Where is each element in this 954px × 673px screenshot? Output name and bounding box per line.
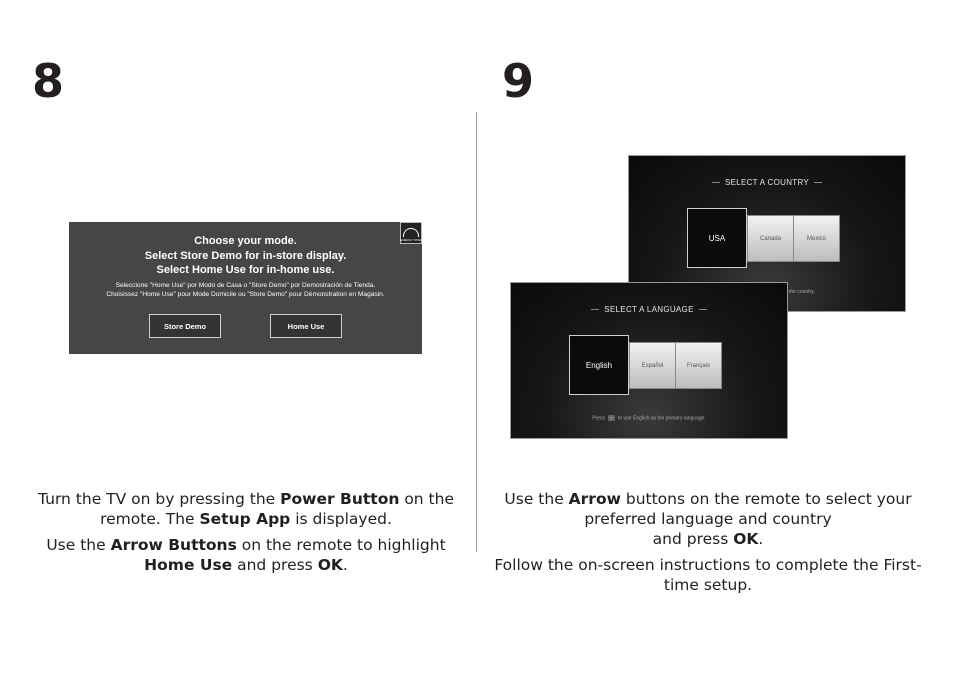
- language-screen-footer: [511, 415, 787, 421]
- text-fragment: Use the: [504, 490, 569, 508]
- country-title-text: SELECT A COUNTRY: [724, 178, 810, 187]
- footer-press-text: Press: [592, 415, 605, 422]
- country-option-mexico[interactable]: Mexico: [793, 215, 840, 262]
- title-dash-right: [814, 182, 822, 183]
- language-option-francais[interactable]: Français: [675, 342, 722, 389]
- text-fragment: Use the: [46, 536, 111, 554]
- text-fragment: buttons on the remote to select your preferred language and country: [584, 490, 912, 528]
- text-fragment: .: [758, 530, 764, 548]
- title-dash-right: [699, 309, 707, 310]
- language-option-english[interactable]: English: [569, 335, 629, 395]
- language-option-espanol[interactable]: Español: [629, 342, 676, 389]
- mode-heading: [69, 234, 422, 278]
- store-demo-button[interactable]: Store Demo: [149, 314, 221, 338]
- country-screen-footer: the country.: [789, 289, 815, 295]
- step-8-paragraph-1: [30, 489, 462, 529]
- mode-title-line-3: Select Home Use for in-home use.: [156, 264, 335, 276]
- setup-app-term: Setup App: [199, 510, 291, 528]
- title-dash-left: [591, 309, 599, 310]
- country-screen-title: [629, 178, 905, 187]
- power-button-term: Power Button: [280, 490, 400, 508]
- step-8-number: 8: [32, 54, 64, 108]
- language-title-text: SELECT A LANGUAGE: [604, 305, 694, 314]
- step-8-instructions: [30, 489, 462, 575]
- footer-instruction-text: to use English as the primary language.: [617, 415, 706, 422]
- country-option-usa[interactable]: USA: [687, 208, 747, 268]
- text-fragment: on the remote to highlight: [236, 536, 446, 554]
- step-9-number: 9: [502, 54, 534, 108]
- home-use-button[interactable]: Home Use: [270, 314, 342, 338]
- column-divider: [476, 112, 477, 552]
- ok-term: OK: [317, 556, 343, 574]
- step-9-paragraph-1: [478, 489, 938, 549]
- mode-title-line-1: Choose your mode.: [194, 235, 297, 247]
- title-dash-left: [712, 182, 720, 183]
- step-9-instructions: [478, 489, 938, 595]
- mode-subtitle: [69, 281, 422, 299]
- mode-title-line-2: Select Store Demo for in-store display.: [144, 249, 347, 262]
- ok-term: OK: [733, 530, 759, 548]
- text-fragment: .: [342, 556, 348, 574]
- step-8-paragraph-2: [30, 535, 462, 575]
- text-fragment: and press: [232, 556, 318, 574]
- forward-key-icon: »: [608, 415, 615, 421]
- mode-subtitle-spanish: Seleccione "Home Use" por Modo de Casa o "Store Demo" por Demostración de Tienda.: [115, 282, 376, 289]
- text-fragment: on the remote. The: [100, 490, 454, 528]
- energy-star-label: ENERGY STAR: [400, 238, 422, 242]
- country-option-canada[interactable]: Canada: [747, 215, 794, 262]
- home-use-term: Home Use: [144, 556, 233, 574]
- step-9-paragraph-2: Follow the on-screen instructions to complete the First-time setup.: [494, 556, 922, 594]
- arrow-term: Arrow: [568, 490, 621, 508]
- mode-subtitle-french: Choisissez "Home Use" pour Mode Domicile ou "Store Demo" pour Démonstration en Magasin.: [106, 291, 385, 298]
- setup-mode-screen: [69, 222, 422, 354]
- language-select-screen: [510, 282, 788, 439]
- language-screen-title: [511, 305, 787, 314]
- text-fragment: Turn the TV on by pressing the: [38, 490, 281, 508]
- text-fragment: and press: [652, 530, 734, 548]
- text-fragment: is displayed.: [290, 510, 392, 528]
- arrow-buttons-term: Arrow Buttons: [110, 536, 237, 554]
